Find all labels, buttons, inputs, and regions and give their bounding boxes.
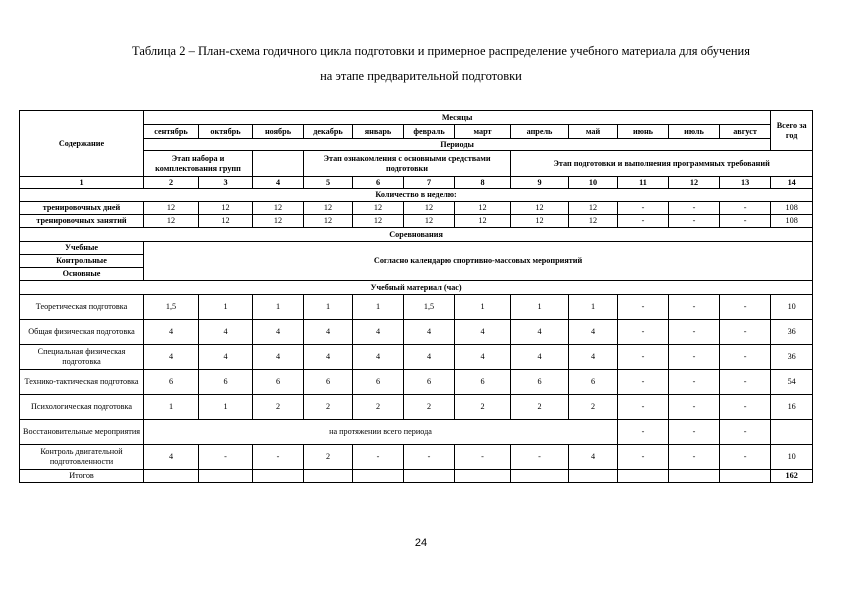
month-cell: январь	[353, 125, 404, 139]
value-cell: 12	[304, 202, 353, 215]
value-cell: 1	[144, 395, 199, 420]
table-caption-line-1: Таблица 2 – План-схема годичного цикла подготовки и примерное распределение учебного материала для обучения	[132, 44, 750, 58]
total-cell: 108	[771, 215, 813, 228]
col-number: 12	[669, 177, 720, 189]
competitions-section-title: Соревнования	[20, 228, 813, 242]
total-cell: 10	[771, 295, 813, 320]
value-cell: 2	[455, 395, 511, 420]
row-label: Теоретическая подготовка	[20, 295, 144, 320]
table-row	[20, 345, 813, 370]
value-cell: 1	[199, 395, 253, 420]
training-plan-table	[19, 110, 813, 483]
col-number: 13	[720, 177, 771, 189]
value-cell: 4	[144, 345, 199, 370]
value-cell: 12	[253, 202, 304, 215]
row-label: Технико-тактическая подготовка	[20, 370, 144, 395]
value-cell: -	[618, 395, 669, 420]
table-row	[20, 320, 813, 345]
col-number: 5	[304, 177, 353, 189]
value-cell: 6	[199, 370, 253, 395]
weekly-section-title: Количество в неделю:	[20, 189, 813, 202]
table-row	[20, 215, 813, 228]
value-cell: 1,5	[144, 295, 199, 320]
value-cell: 4	[304, 320, 353, 345]
col-number: 7	[404, 177, 455, 189]
col-number: 1	[20, 177, 144, 189]
value-cell: 4	[569, 345, 618, 370]
value-cell: 12	[455, 202, 511, 215]
value-cell: 4	[455, 345, 511, 370]
value-cell: 4	[455, 320, 511, 345]
value-cell: 4	[353, 345, 404, 370]
value-cell: -	[669, 395, 720, 420]
value-cell: 6	[455, 370, 511, 395]
month-cell: май	[569, 125, 618, 139]
grand-total-cell: 162	[771, 470, 813, 483]
value-cell: 12	[199, 202, 253, 215]
value-cell: 12	[199, 215, 253, 228]
stage-1: Этап набора и комплектования групп	[144, 151, 253, 177]
value-cell: 4	[144, 445, 199, 470]
value-cell: 4	[511, 320, 569, 345]
value-cell: 6	[144, 370, 199, 395]
value-cell: -	[669, 420, 720, 445]
value-cell: -	[404, 445, 455, 470]
value-cell: 12	[455, 215, 511, 228]
material-section-title: Учебный материал (час)	[20, 281, 813, 295]
periods-header: Периоды	[144, 139, 771, 151]
value-cell: -	[720, 295, 771, 320]
value-cell: -	[669, 295, 720, 320]
value-cell: -	[720, 215, 771, 228]
value-cell: 12	[144, 202, 199, 215]
value-cell: 4	[353, 320, 404, 345]
table-row	[20, 395, 813, 420]
row-label: Специальная физическая подготовка	[20, 345, 144, 370]
value-cell: 4	[199, 345, 253, 370]
value-cell: 12	[404, 202, 455, 215]
value-cell: 4	[253, 345, 304, 370]
value-cell: 2	[353, 395, 404, 420]
col-number: 9	[511, 177, 569, 189]
table-row	[20, 470, 813, 483]
month-cell: ноябрь	[253, 125, 304, 139]
value-cell: 6	[569, 370, 618, 395]
value-cell: 4	[511, 345, 569, 370]
month-cell: сентябрь	[144, 125, 199, 139]
value-cell: 12	[511, 202, 569, 215]
value-cell: 12	[353, 215, 404, 228]
value-cell: -	[199, 445, 253, 470]
value-cell: 12	[353, 202, 404, 215]
months-header: Месяцы	[144, 111, 771, 125]
col-number: 10	[569, 177, 618, 189]
value-cell: -	[618, 420, 669, 445]
value-cell: -	[669, 320, 720, 345]
page-number: 24	[414, 537, 428, 549]
competitions-note: Согласно календарю спортивно-массовых мероприятий	[144, 242, 813, 281]
value-cell: 4	[144, 320, 199, 345]
row-label: тренировочных дней	[20, 202, 144, 215]
value-cell: 2	[304, 395, 353, 420]
col-number: 14	[771, 177, 813, 189]
table-row	[20, 420, 813, 445]
content-header: Содержание	[20, 111, 144, 177]
value-cell: 4	[569, 445, 618, 470]
month-cell: декабрь	[304, 125, 353, 139]
value-cell: -	[618, 370, 669, 395]
col-number: 6	[353, 177, 404, 189]
value-cell: -	[353, 445, 404, 470]
value-cell: -	[511, 445, 569, 470]
row-label: Итогов	[20, 470, 144, 483]
value-cell: 1	[199, 295, 253, 320]
value-cell: 4	[199, 320, 253, 345]
value-cell: 2	[304, 445, 353, 470]
value-cell: -	[720, 395, 771, 420]
value-cell: -	[669, 445, 720, 470]
col-number: 4	[253, 177, 304, 189]
value-cell: 12	[569, 215, 618, 228]
table-row	[20, 295, 813, 320]
value-cell: 2	[569, 395, 618, 420]
value-cell: 4	[569, 320, 618, 345]
month-cell: март	[455, 125, 511, 139]
total-cell	[771, 420, 813, 445]
value-cell: -	[618, 215, 669, 228]
stage-3: Этап подготовки и выполнения программных требований	[511, 151, 813, 177]
table-caption-line-2: на этапе предварительной подготовки	[320, 69, 522, 83]
value-cell: 6	[404, 370, 455, 395]
total-cell: 10	[771, 445, 813, 470]
value-cell: 1	[511, 295, 569, 320]
value-cell: 1	[569, 295, 618, 320]
month-cell: октябрь	[199, 125, 253, 139]
value-cell: -	[720, 345, 771, 370]
value-cell: -	[618, 345, 669, 370]
value-cell: -	[720, 420, 771, 445]
row-label: Психологическая подготовка	[20, 395, 144, 420]
month-cell: февраль	[404, 125, 455, 139]
value-cell: -	[618, 445, 669, 470]
value-cell: 2	[511, 395, 569, 420]
value-cell: 1,5	[404, 295, 455, 320]
row-label: Контроль двигательной подготовленности	[20, 445, 144, 470]
month-cell: июнь	[618, 125, 669, 139]
month-cell: август	[720, 125, 771, 139]
table-row	[20, 445, 813, 470]
row-label: Общая физическая подготовка	[20, 320, 144, 345]
col-number: 2	[144, 177, 199, 189]
value-cell: 1	[353, 295, 404, 320]
value-cell: 4	[253, 320, 304, 345]
total-cell: 36	[771, 345, 813, 370]
table-row	[20, 202, 813, 215]
value-cell: -	[720, 370, 771, 395]
total-cell: 54	[771, 370, 813, 395]
value-cell: 4	[404, 320, 455, 345]
value-cell: 12	[569, 202, 618, 215]
value-cell: -	[253, 445, 304, 470]
competition-type: Контрольные	[20, 255, 144, 268]
value-cell: 6	[511, 370, 569, 395]
total-cell: 16	[771, 395, 813, 420]
value-cell: -	[669, 202, 720, 215]
value-cell: 4	[404, 345, 455, 370]
value-cell: -	[669, 370, 720, 395]
col-number: 8	[455, 177, 511, 189]
value-cell: -	[720, 320, 771, 345]
value-cell: -	[669, 345, 720, 370]
value-cell: -	[669, 215, 720, 228]
month-cell: июль	[669, 125, 720, 139]
value-cell: -	[618, 295, 669, 320]
value-cell: 12	[304, 215, 353, 228]
value-cell: 6	[304, 370, 353, 395]
recovery-note: на протяжении всего периода	[144, 420, 618, 445]
competition-type: Основные	[20, 268, 144, 281]
value-cell: 4	[304, 345, 353, 370]
total-header: Всего за год	[771, 111, 813, 151]
row-label: Восстановительные мероприятия	[20, 420, 144, 445]
month-cell: апрель	[511, 125, 569, 139]
value-cell: -	[618, 202, 669, 215]
value-cell: 12	[404, 215, 455, 228]
row-label: тренировочных занятий	[20, 215, 144, 228]
stage-2: Этап ознакомления с основными средствами подготовки	[304, 151, 511, 177]
value-cell: 6	[353, 370, 404, 395]
value-cell: 1	[304, 295, 353, 320]
value-cell: -	[720, 445, 771, 470]
value-cell: -	[720, 202, 771, 215]
competition-type: Учебные	[20, 242, 144, 255]
value-cell: 6	[253, 370, 304, 395]
value-cell: 1	[253, 295, 304, 320]
value-cell: 2	[253, 395, 304, 420]
value-cell: 2	[404, 395, 455, 420]
col-number: 11	[618, 177, 669, 189]
value-cell: -	[455, 445, 511, 470]
value-cell: 12	[511, 215, 569, 228]
value-cell: 12	[253, 215, 304, 228]
col-number: 3	[199, 177, 253, 189]
table-row	[20, 370, 813, 395]
total-cell: 36	[771, 320, 813, 345]
value-cell: -	[618, 320, 669, 345]
value-cell: 12	[144, 215, 199, 228]
total-cell: 108	[771, 202, 813, 215]
value-cell: 1	[455, 295, 511, 320]
